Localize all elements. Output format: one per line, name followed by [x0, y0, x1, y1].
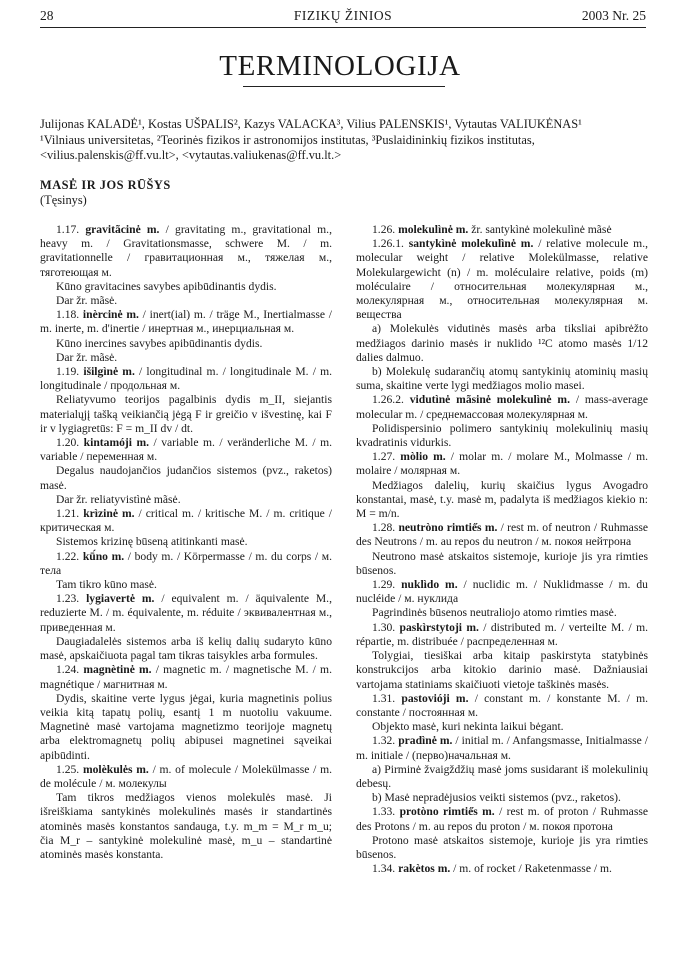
- section-heading: MASĖ IR JOS RŪŠYS: [40, 178, 171, 192]
- term-entry: 1.32. pradìnė m. / initial m. / Anfangsmasse, Initialmasse / m. initiale / (перво)начальная м.: [356, 734, 648, 762]
- term-definition: Daugiadalelės sistemos arba iš kelių dalių sudaryto kūno masė, apskaičiuota pagal tam tikras taisykles arba formules.: [40, 634, 332, 663]
- term-entry: 1.28. neutròno rimtie̋s m. / rest m. of neutron / Ruhmasse des Neutrons / m. au repos du neutron / м. покоя нейтрона: [356, 521, 648, 549]
- term-definition: Neutrono masė atskaitos sistemoje, kurioje jis yra rimties būsenos.: [356, 549, 648, 577]
- term-definition: Protono masė atskaitos sistemoje, kurioje jis yra rimties būsenos.: [356, 833, 648, 861]
- term-definition: Tam tikro kūno masė.: [56, 578, 157, 592]
- term-definition: Kūno inercines savybes apibūdinantis dydis.: [56, 336, 263, 350]
- term-entry: 1.24. magnètinė m. / magnetic m. / magnetische M. / m. magnétique / магнитная м.: [40, 663, 332, 691]
- term-crossref: 1.26. molekulìnė m. žr. santykìnė molekulìnė mãsė: [372, 223, 612, 236]
- left-column: [40, 223, 332, 862]
- term-entry: 1.17. gravitãcinė m. / gravitating m., gravitational m., heavy m. / Gravitationsmasse, schwere M. / m. gravitationnelle / гравитационная м., тяжелая м., тяготеющая м.: [40, 223, 332, 279]
- author-block: [40, 117, 646, 164]
- term-definition: Dydis, skaitine verte lygus jėgai, kuria magnetinis polius veikia kitą tapatų polių, esantį 1 m nuotoliu vakuume. Magnetinė masė vartojama magnetizmo teorijoje magnetų arba elektromagnetų polių abipusei magnetinei sąveikai apibūdinti.: [40, 691, 332, 762]
- term-entry: 1.34. rakètos m. / m. of rocket / Raketenmasse / m.: [372, 862, 612, 876]
- term-entry: 1.25. molèkulės m. / m. of molecule / Molekülmasse / m. de molécule / м. молекулы: [40, 762, 332, 790]
- term-entry: 1.21. krìzinė m. / critical m. / kritische M. / m. critique / критическая м.: [40, 507, 332, 535]
- term-definition: Pagrindinės būsenos neutraliojo atomo rimties masė.: [372, 606, 617, 620]
- section-heading-block: [40, 178, 171, 208]
- term-entry: 1.22. kū́no m. / body m. / Körpermasse / m. du corps / м. тела: [40, 549, 332, 577]
- header-rule: [40, 27, 646, 28]
- term-entry: 1.31. pastovióji m. / constant m. / konstante M. / m. constante / постоянная м.: [356, 691, 648, 719]
- journal-name: FIZIKŲ ŽINIOS: [293, 8, 393, 23]
- term-entry: 1.19. išilgìnė m. / longitudinal m. / longitudinale M. / m. longitudinale / продольная м.: [40, 365, 332, 393]
- page-header: [40, 8, 646, 26]
- term-definition: Polidispersinio polimero santykinių molekulinių masių kvadratinis vidurkis.: [356, 421, 648, 450]
- term-definition: Tolygiai, tiesiškai arba kitaip paskirstyta statybinės konstrukcijos arba kitokio darinio masė. Dažniausiai vartojama statiniams skaičiuoti vietoje taškinės masės.: [356, 649, 648, 691]
- term-definition: Degalus naudojančios judančios sistemos (pvz., raketos) masė.: [40, 464, 332, 492]
- page-number: 28: [40, 8, 54, 23]
- term-definition: a) Molekulės vidutinės masės arba tiksliai apibrėžto medžiagos darinio masės ir nuklido ¹²C atomo masės 1/12 dalies dalmuo.: [356, 322, 648, 364]
- term-entry: 1.33. protòno rimtie̋s m. / rest m. of proton / Ruhmasse des Protons / m. au repos du proton / м. покоя протона: [356, 805, 648, 833]
- term-entry: 1.26.2. vidutìnė mãsinė molekulìnė m. / mass-average molecular m. / среднемассовая молекулярная м.: [356, 393, 648, 421]
- term-entry: 1.29. nuklìdo m. / nuclidic m. / Nuklidmasse / m. du nucléide / м. нуклида: [356, 578, 648, 606]
- article-title: TERMINOLOGIJA: [219, 50, 461, 82]
- right-column: [356, 223, 648, 876]
- term-entry: 1.30. paskìrstytoji m. / distributed m. / verteilte M. / m. répartie, m. distribuée / распределенная м.: [356, 620, 648, 648]
- term-definition: Medžiagos dalelių, kurių skaičius lygus Avogadro konstantai, masė, t.y. masė m, padalyta iš medžiagos kiekio n: M = m/n.: [356, 478, 648, 521]
- term-entry: 1.27. mòlio m. / molar m. / molare M., Molmasse / m. molaire / молярная м.: [356, 450, 648, 478]
- term-definition: b) Masė nepradėjusios veikti sistemos (pvz., raketos).: [372, 791, 621, 805]
- issue-number: 2003 Nr. 25: [581, 8, 646, 23]
- term-entry: 1.20. kintamóji m. / variable m. / veränderliche M. / m. variable / переменная м.: [40, 436, 332, 464]
- section-subheading: (Tęsinys): [40, 193, 87, 207]
- title-underline: [243, 86, 445, 87]
- term-crossref: Dar žr. mãsė.: [56, 294, 118, 308]
- term-crossref: Dar žr. mãsė.: [56, 350, 118, 364]
- term-entry: 1.23. lygiavertė m. / equivalent m. / äquivalente M., reduzierte M. / m. équivalente, m. réduite / эквивалентная м., приведенная м.: [40, 592, 332, 634]
- term-definition: b) Molekulę sudarančių atomų santykinių atominių masių suma, skaitine verte lygi medžiagos molio masei.: [356, 365, 648, 393]
- term-definition: Objekto masė, kuri nekinta laikui bėgant.: [372, 720, 564, 734]
- term-definition: Tam tikros medžiagos vienos molekulės masė. Ji išreiškiama santykinės molekulinės masės ir standartinės atominės masės konstantos sandauga, t.y. m_m = M_r m_u; čia M_r – santykinė molekulinė masė, m_u – standartinė atominės masės konstanta.: [40, 791, 332, 861]
- term-crossref: Dar žr. reliatyvistìnė mãsė.: [56, 492, 181, 506]
- term-entry: 1.18. inèrcinė m. / inert(ial) m. / träge M., Inertialmasse / m. inerte, m. d'inertie / инертная м., инерциальная м.: [40, 308, 332, 336]
- term-entry: 1.26.1. santykìnė molekulìnė m. / relative molecule m., molecular weight / relative Molekülmasse, relative Molekulargewicht (n) / m. moléculaire relative, poids (m) moléculaire / относительная молекулярная м., молекулярная м., относительная молекулярная м. вещества: [356, 237, 648, 322]
- author-emails: <vilius.palenskis@ff.vu.lt>, <vytautas.valiukenas@ff.vu.lt.>: [40, 148, 342, 162]
- term-definition: Kūno gravitacines savybes apibūdinantis dydis.: [56, 279, 277, 293]
- term-definition: Reliatyvumo teorijos pagalbinis dydis m_II, siejantis materialųjį tašką veikiančią jėgą F ir greičio v išvestinę, kai F ir v lygiagretūs: F = m_II dv / dt.: [40, 393, 332, 435]
- term-definition: a) Pirminė žvaigždžių masė joms susidarant iš molekulinių debesų.: [356, 762, 648, 790]
- affiliations: ¹Vilniaus universitetas, ²Teorinės fizikos ir astronomijos institutas, ³Puslaidininkių fizikos institutas,: [40, 132, 535, 147]
- term-definition: Sistemos krizinę būseną atitinkanti masė.: [56, 535, 248, 549]
- author-list: Julijonas KALADĖ¹, Kostas UŠPALIS², Kazys VALACKA³, Vilius PALENSKIS¹, Vytautas VALIUKĖNAS¹: [40, 117, 582, 131]
